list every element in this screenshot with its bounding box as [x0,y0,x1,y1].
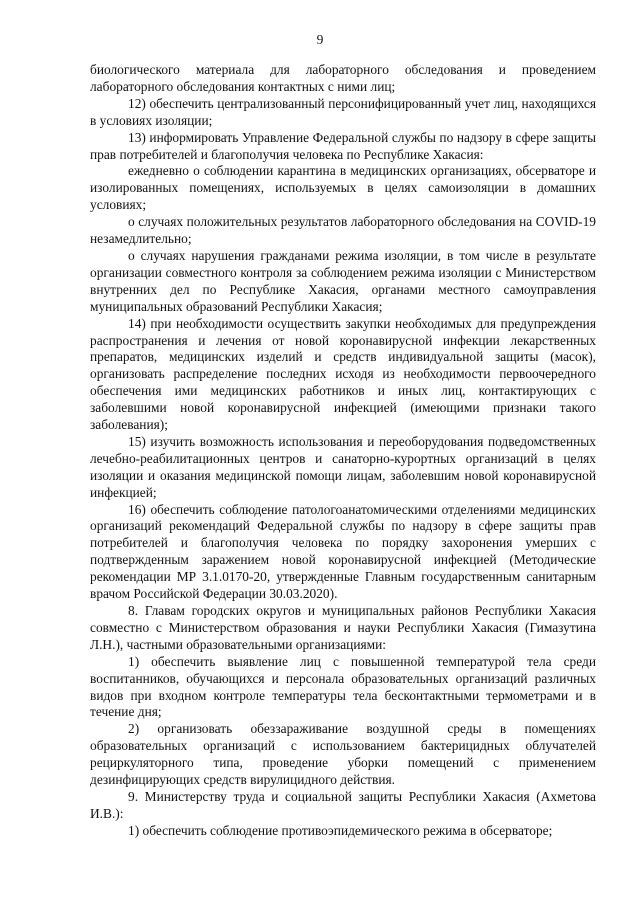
paragraph: 12) обеспечить централизованный персонифицированный учет лиц, находящихся в условиях изоляции; [90,95,596,128]
paragraph: 9. Министерству труда и социальной защиты Республики Хакасия (Ахметова И.В.): [90,788,596,821]
paragraph: биологического материала для лабораторного обследования и проведением лабораторного обследования контактных с ними лиц; [90,62,596,94]
paragraph: 14) при необходимости осуществить закупки необходимых для предупреждения распространения и лечения от новой коронавирусной инфекции лекарственных препаратов, медицинских изделий и средств индивидуальной защиты (масок), организовать распределение последних исходя из необходимости первоочередного обеспечения ими медицинских работников и иных лиц, контактирующих с заболевшими новой коронавирусной инфекцией (имеющими признаки такого заболевания); [90,315,596,433]
paragraph: 1) обеспечить соблюдение противоэпидемического режима в обсерваторе; [128,822,553,838]
paragraph: 13) информировать Управление Федеральной службы по надзору в сфере защиты прав потребителей и благополучия человека по Республике Хакасия: [90,129,596,162]
paragraph: 15) изучить возможность использования и переоборудования подведомственных лечебно-реабилитационных центров и санаторно-курортных организаций в целях изоляции и оказания медицинской помощи лицам, заболевшим новой коронавирусной инфекцией; [90,433,596,500]
document-body [90,62,596,840]
paragraph: ежедневно о соблюдении карантина в медицинских организациях, обсерваторе и изолированных помещениях, используемых в целях самоизоляции в домашних условиях; [90,163,596,213]
paragraph: о случаях положительных результатов лабораторного обследования на COVID-19 незамедлительно; [90,214,596,247]
paragraph: о случаях нарушения гражданами режима изоляции, в том числе в результате организации совместного контроля за соблюдением режима изоляции с Министерством внутренних дел по Республике Хакасия, органами местного самоуправления муниципальных образований Республики Хакасия; [90,247,596,314]
paragraph: 1) обеспечить выявление лиц с повышенной температурой тела среди воспитанников, обучающихся и персонала образовательных организаций различных видов при входном контроле температуры тела бесконтактными термометрами и в течение дня; [90,653,596,720]
paragraph: 8. Главам городских округов и муниципальных районов Республики Хакасия совместно с Министерством образования и науки Республики Хакасия (Гимазутина Л.Н.), частными образовательными организациями: [90,603,596,652]
page-number: 9 [316,32,324,47]
paragraph: 16) обеспечить соблюдение патологоанатомическими отделениями медицинских организаций рекомендаций Федеральной службы по надзору в сфере защиты прав потребителей и благополучия человека по порядку захоронения умерших с подтвержденным заражением новой коронавирусной инфекцией (Методические рекомендации МР 3.1.0170-20, утвержденные Главным государственным санитарным врачом Российской Федерации 30.03.2020). [90,501,596,602]
paragraph: 2) организовать обеззараживание воздушной среды в помещениях образовательных организаций с использованием бактерицидных облучателей рециркуляторного типа, проведение уборки помещений с применением дезинфицирующих средств вирулицидного действия. [90,721,596,788]
